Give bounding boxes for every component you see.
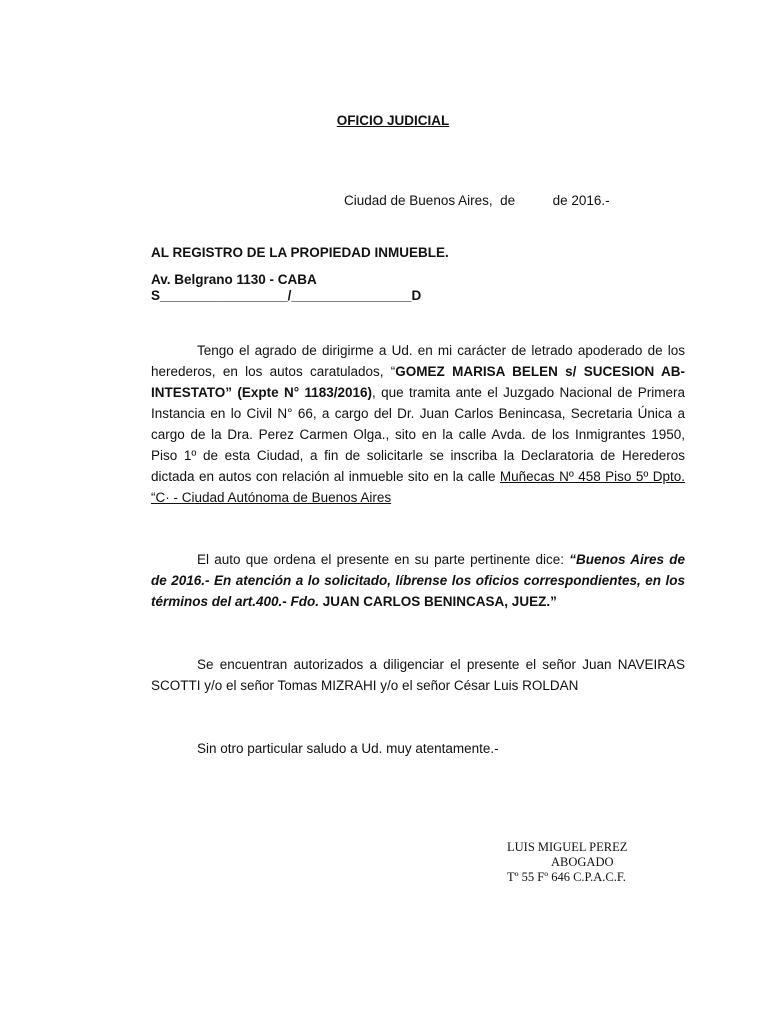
closing-line: Sin otro particular saludo a Ud. muy atentamente.-	[197, 741, 499, 756]
p2-judge-name: JUAN CARLOS BENINCASA, JUEZ.”	[322, 594, 557, 609]
p1-property-address: Muñecas Nº 458 Piso 5º Dpto. “C· - Ciudad Autónoma de Buenos Aires	[151, 469, 685, 505]
p2-order-quote: “Buenos Aires de de 2016.- En atención a lo solicitado, líbrense los oficios correspondientes, en los términos del art.400.- Fdo.	[151, 552, 686, 609]
paragraph-request	[151, 340, 685, 508]
date-line: Ciudad de Buenos Aires, de de 2016.-	[344, 193, 610, 208]
paragraph-court-order	[151, 549, 685, 612]
signature-registration: Tº 55 Fº 646 C.P.A.C.F.	[507, 870, 626, 884]
p1-text-2: , que tramita ante el Juzgado Nacional de Primera Instancia en lo Civil N° 66, a cargo del Dr. Juan Carlos Benincasa, Secretaria Única a cargo de la Dra. Perez Carmen Olga., sito en la calle Avda. de los Inmigrantes 1950, Piso 1º de esta Ciudad, a fin de solicitarle se inscriba la Declaratoria de Herederos dictada en autos con relación al inmueble sito en la calle	[151, 385, 685, 484]
signature-role: ABOGADO	[551, 855, 614, 869]
recipient-address	[151, 272, 421, 304]
address-signature-line: S_________________/________________D	[151, 288, 422, 303]
p1-case-title: GOMEZ MARISA BELEN s/ SUCESION AB- INTESTATO” (Expte N° 1183/2016)	[151, 364, 685, 400]
p2-text-1: El auto que ordena el presente en su parte pertinente dice:	[197, 552, 570, 567]
signature-name: LUIS MIGUEL PEREZ	[507, 840, 628, 854]
p1-text-1: Tengo el agrado de dirigirme a Ud. en mi carácter de letrado apoderado de los herederos, en los autos caratulados, “	[151, 343, 685, 379]
paragraph-authorized: Se encuentran autorizados a diligenciar el presente el señor Juan NAVEIRAS SCOTTI y/o el señor Tomas MIZRAHI y/o el señor César Luis ROLDAN	[151, 657, 685, 693]
document-title: OFICIO JUDICIAL	[336, 113, 450, 128]
recipient-heading: AL REGISTRO DE LA PROPIEDAD INMUEBLE.	[151, 245, 449, 260]
address-street: Av. Belgrano 1130 - CABA	[151, 272, 317, 287]
